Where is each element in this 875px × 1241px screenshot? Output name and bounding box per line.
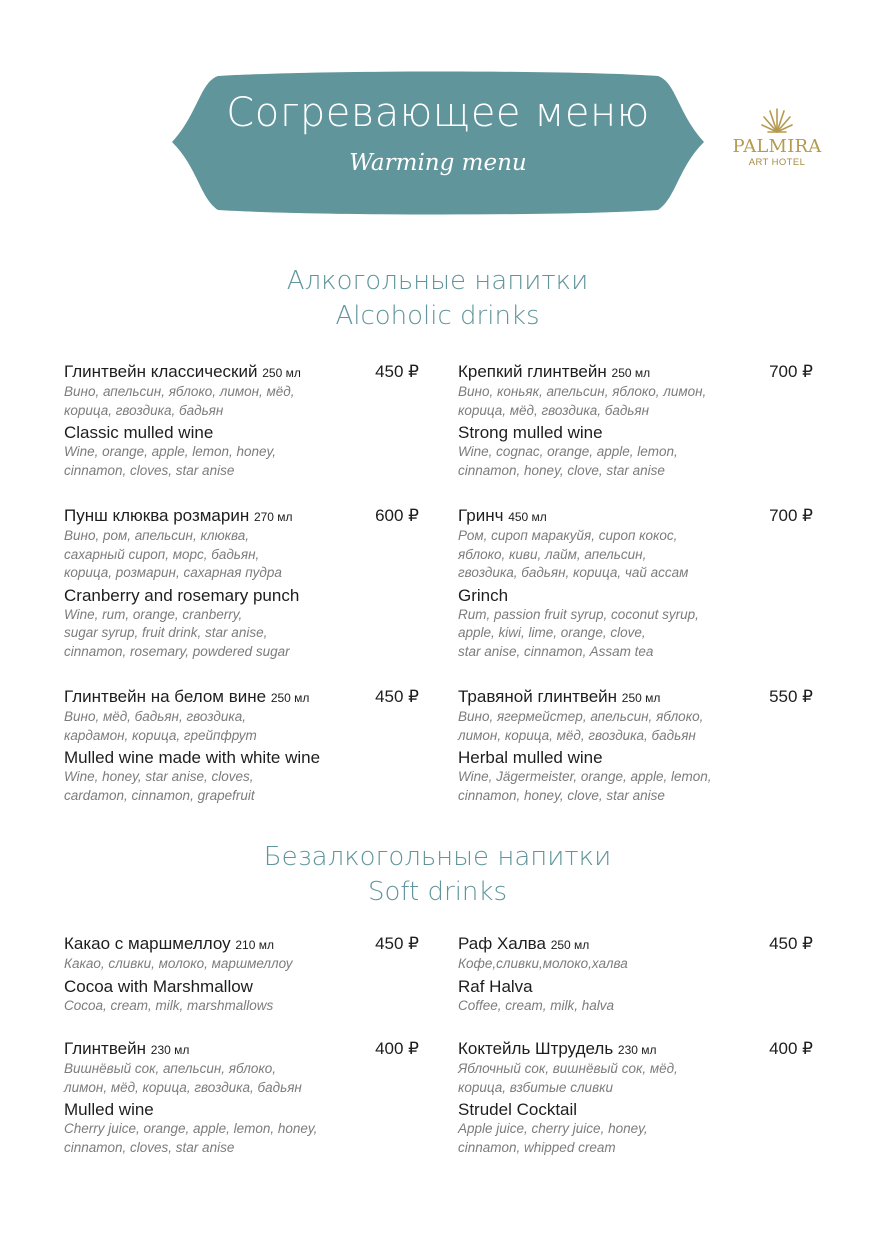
item-name-ru: Глинтвейн на белом вине: [64, 687, 267, 706]
item-name-en: Mulled wine made with white wine: [64, 748, 321, 767]
logo-name: PALMIRA: [732, 136, 822, 157]
item-desc-en: Wine, cognac, orange, apple, lemon, cinnamon, honey, clove, star anise: [458, 444, 678, 478]
item-price: 400 ₽: [375, 1039, 419, 1058]
menu-item: [64, 934, 419, 1015]
menu-title-ru: Согревающее меню: [226, 90, 650, 136]
menu-item: [64, 687, 419, 805]
item-desc-ru: Вино, ягермейстер, апельсин, яблоко, лимон, корица, мёд, гвоздика, бадьян: [458, 709, 704, 743]
menu-item: [64, 1039, 419, 1157]
soft-heading-en: Soft drinks: [367, 877, 508, 907]
logo-subtitle: ART HOTEL: [748, 157, 806, 168]
item-desc-en: Wine, orange, apple, lemon, honey, cinnamon, cloves, star anise: [64, 444, 277, 478]
menu-item: [64, 506, 419, 661]
item-volume: 230 мл: [617, 1043, 657, 1057]
item-desc-ru: Кофе,сливки,молоко,халва: [458, 956, 628, 971]
item-desc-ru: Яблочный сок, вишнёвый сок, мёд, корица, взбитые сливки: [458, 1061, 678, 1095]
item-desc-ru: Вишнёвый сок, апельсин, яблоко, лимон, мёд, корица, гвоздика, бадьян: [64, 1061, 302, 1095]
item-volume: 270 мл: [253, 510, 293, 524]
menu-item: [458, 362, 813, 480]
item-price: 450 ₽: [375, 362, 419, 381]
item-price: 550 ₽: [769, 687, 813, 706]
item-desc-ru: Вино, апельсин, яблоко, лимон, мёд, корица, гвоздика, бадьян: [64, 384, 295, 418]
menu-item: [458, 687, 813, 805]
item-desc-en: Wine, rum, orange, cranberry, sugar syrup, fruit drink, star anise, cinnamon, rosemary, powdered sugar: [64, 606, 290, 659]
item-volume: 230 мл: [150, 1043, 190, 1057]
item-name-en: Cranberry and rosemary punch: [64, 585, 300, 605]
item-name-en: Cocoa with Marshmallow: [64, 976, 253, 996]
item-name-ru: Пунш клюква розмарин: [64, 506, 250, 525]
item-name-ru: Гринч: [458, 506, 504, 525]
item-volume: 250 мл: [611, 366, 651, 380]
item-name-en: Classic mulled wine: [64, 423, 214, 442]
item-desc-en: Wine, Jägermeister, orange, apple, lemon, cinnamon, honey, clove, star anise: [458, 769, 712, 803]
item-volume: 250 мл: [270, 691, 310, 705]
item-volume: 250 мл: [262, 366, 301, 380]
item-price: 450 ₽: [375, 687, 419, 706]
item-price: 700 ₽: [769, 362, 813, 381]
alcoholic-heading-en: Alcoholic drinks: [335, 301, 540, 331]
soft-heading-ru: Безалкогольные напитки: [263, 842, 612, 872]
item-desc-ru: Какао, сливки, молоко, маршмеллоу: [64, 956, 293, 971]
item-name-en: Herbal mulled wine: [458, 748, 603, 767]
alcoholic-heading: [0, 264, 875, 334]
item-name-ru: Травяной глинтвейн: [458, 687, 618, 706]
item-price: 600 ₽: [375, 506, 419, 525]
sun-fan-icon: [759, 108, 795, 134]
item-name-en: Strong mulled wine: [458, 423, 603, 442]
menu-item: [64, 362, 419, 480]
header-banner: [168, 68, 708, 218]
item-name-ru: Глинтвейн классический: [64, 362, 258, 381]
item-price: 450 ₽: [375, 934, 419, 953]
item-volume: 250 мл: [621, 691, 661, 705]
item-name-ru: Крепкий глинтвейн: [458, 362, 607, 381]
menu-item: [458, 934, 813, 1015]
item-name-en: Raf Halva: [458, 976, 533, 996]
item-desc-en: Cocoa, cream, milk, marshmallows: [64, 997, 274, 1013]
item-desc-en: Rum, passion fruit syrup, coconut syrup, apple, kiwi, lime, orange, clove, star anise, cinnamon, Assam tea: [458, 606, 699, 659]
menu-title-en: Warming menu: [349, 150, 527, 176]
item-desc-en: Cherry juice, orange, apple, lemon, honey, cinnamon, cloves, star anise: [64, 1121, 318, 1155]
menu-item: [458, 506, 813, 661]
item-name-ru: Глинтвейн: [64, 1039, 147, 1058]
item-desc-ru: Вино, коньяк, апельсин, яблоко, лимон, корица, мёд, гвоздика, бадьян: [458, 384, 707, 418]
item-name-en: Grinch: [458, 585, 509, 605]
menu-item: [458, 1039, 813, 1157]
item-desc-en: Apple juice, cherry juice, honey, cinnamon, whipped cream: [458, 1121, 648, 1155]
item-price: 700 ₽: [769, 506, 813, 525]
item-desc-ru: Вино, ром, апельсин, клюква, сахарный сироп, морс, бадьян, корица, розмарин, сахарная пудра: [64, 528, 282, 580]
item-volume: 250 мл: [550, 938, 590, 952]
item-desc-ru: Вино, мёд, бадьян, гвоздика, кардамон, корица, грейпфрут: [64, 709, 257, 743]
item-name-ru: Раф Халва: [458, 934, 546, 953]
item-desc-en: Coffee, cream, milk, halva: [458, 997, 615, 1013]
item-name-ru: Коктейль Штрудель: [458, 1039, 614, 1058]
item-volume: 450 мл: [508, 510, 547, 524]
item-name-en: Mulled wine: [64, 1100, 154, 1119]
item-price: 450 ₽: [769, 934, 813, 953]
item-volume: 210 мл: [235, 938, 274, 952]
soft-heading: [0, 840, 875, 910]
item-price: 400 ₽: [769, 1039, 813, 1058]
item-name-en: Strudel Cocktail: [458, 1100, 578, 1119]
item-name-ru: Какао с маршмеллоу: [64, 934, 231, 953]
item-desc-ru: Ром, сироп маракуйя, сироп кокос, яблоко, киви, лайм, апельсин, гвоздика, бадьян, корица, чай ассам: [458, 528, 689, 580]
hotel-logo: [722, 108, 832, 168]
alcoholic-heading-ru: Алкогольные напитки: [286, 266, 589, 296]
item-desc-en: Wine, honey, star anise, cloves, cardamon, cinnamon, grapefruit: [64, 769, 255, 803]
